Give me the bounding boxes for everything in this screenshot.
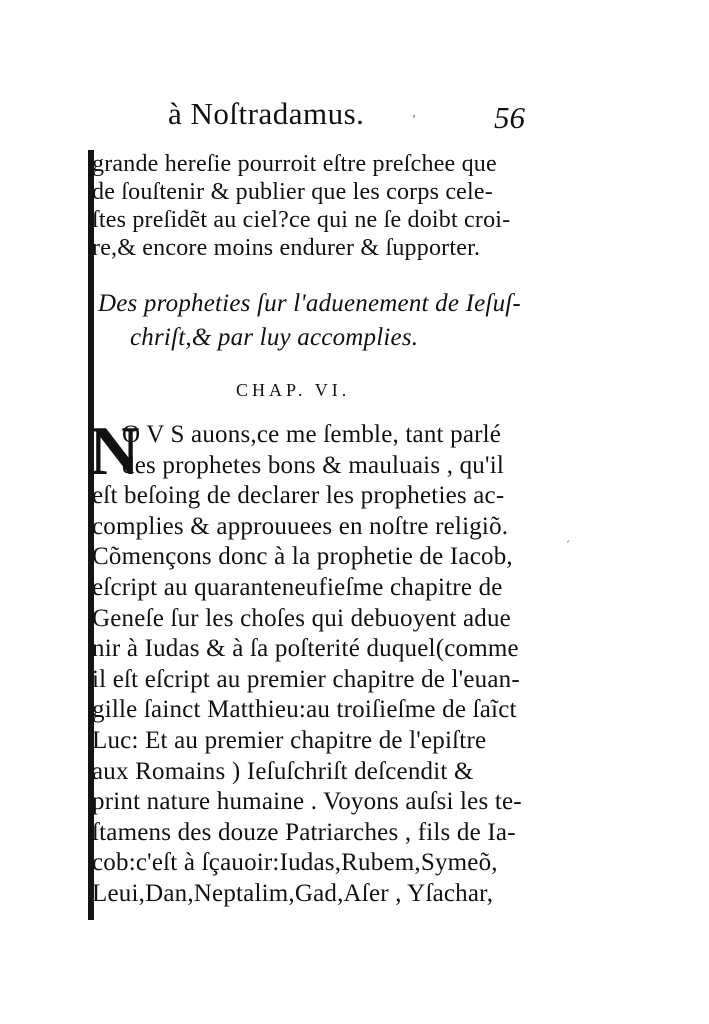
text-line: ſtamens des douze Patriarches , fils de Ia- bbox=[92, 818, 516, 846]
text-line: nir à Iudas & à ſa poſterité duquel(comme bbox=[92, 635, 519, 663]
text-line: Geneſe ſur les choſes qui debuoyent adue bbox=[92, 604, 511, 632]
text-line: de ſouſtenir & publier que les corps cele- bbox=[92, 179, 493, 205]
text-line: Luc: Et au premier chapitre de l'epiſtre bbox=[92, 726, 487, 754]
text-line: cob:c'eſt à ſçauoir:Iudas,Rubem,Symeõ, bbox=[92, 849, 498, 877]
text-line: des prophetes bons & mauluais , qu'il bbox=[122, 451, 504, 479]
text-line: print nature humaine . Voyons auſsi les te- bbox=[92, 788, 522, 816]
text-line: gille ſainct Matthieu:au troiſieſme de ſaĩct bbox=[92, 696, 517, 724]
text-line: il eſt eſcript au premier chapitre de l'euan- bbox=[92, 665, 520, 693]
text-line: eſt beſoing de declarer les propheties ac- bbox=[92, 482, 505, 510]
chapter-label: CHAP. VI. bbox=[236, 380, 351, 400]
text-line: eſcript au quaranteneufieſme chapitre de bbox=[92, 573, 503, 601]
stray-ink-mark: ˊ bbox=[566, 538, 570, 552]
chapter-body bbox=[92, 420, 562, 910]
page-number: 56 bbox=[494, 100, 525, 135]
text-line: Cõmençons donc à la prophetie de Iacob, bbox=[92, 543, 513, 571]
text-line: aux Romains ) Ieſuſchriſt deſcendit & bbox=[92, 757, 474, 785]
intro-paragraph bbox=[92, 150, 562, 262]
text-line: O V S auons,ce me ſemble, tant parlé bbox=[122, 421, 502, 448]
text-line: complies & approuuees en noſtre religiõ. bbox=[92, 512, 509, 540]
text-line: re,& encore moins endurer & ſupporter. bbox=[92, 235, 481, 261]
heading-line: Des propheties ſur l'aduenement de Ieſuſ- bbox=[98, 290, 521, 317]
text-line: grande hereſie pourroit eſtre preſchee que bbox=[92, 151, 497, 177]
running-head: à Noſtradamus. bbox=[168, 96, 365, 131]
stray-ink-mark: ʼ bbox=[412, 112, 416, 126]
section-heading bbox=[98, 287, 568, 355]
text-line: Leui,Dan,Neptalim,Gad,Aſer , Yſachar, bbox=[92, 879, 494, 907]
drop-cap: N bbox=[89, 413, 140, 490]
text-line: ſtes preſidẽt au ciel?ce qui ne ſe doibt croi- bbox=[92, 207, 511, 233]
heading-line: chriſt,& par luy accomplies. bbox=[130, 324, 419, 351]
